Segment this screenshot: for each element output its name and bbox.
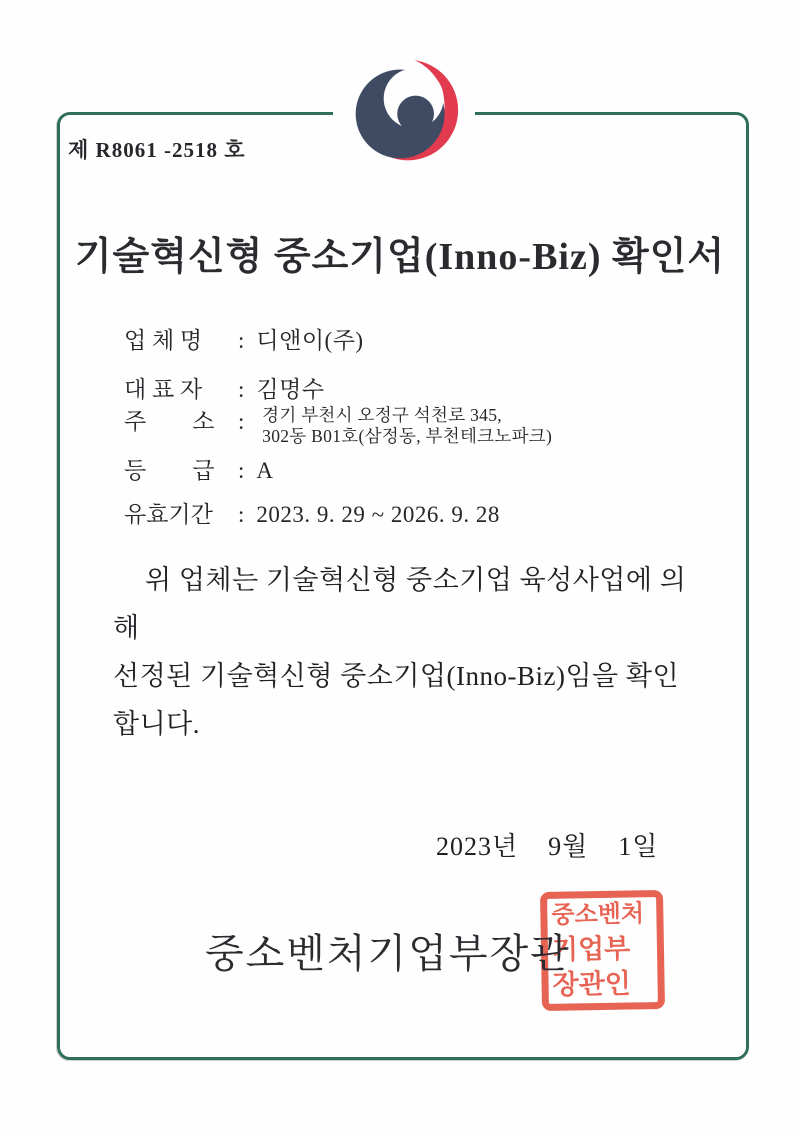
issue-date-day: 1일 [618, 832, 659, 861]
field-ceo [124, 371, 325, 404]
paragraph-line-2: 선정된 기술혁신형 중소기업(Inno-Biz)임을 확인 [113, 661, 680, 691]
korea-government-emblem [333, 52, 475, 170]
field-company-colon: : [238, 328, 245, 353]
field-validity [124, 496, 500, 529]
confirmation-paragraph [113, 556, 705, 748]
issue-date-year: 2023년 [436, 832, 519, 861]
field-validity-colon: : [238, 502, 245, 527]
paragraph-line-3: 합니다. [113, 709, 200, 739]
field-address-colon: : [238, 409, 245, 435]
field-company [124, 322, 364, 355]
taegeuk-emblem-icon [346, 54, 462, 170]
field-validity-value: 2023. 9. 29 ~ 2026. 9. 28 [256, 502, 500, 527]
field-address-label: 주 소 [124, 409, 215, 435]
field-grade-label: 등 급 [124, 458, 215, 483]
issue-date-month: 9월 [548, 832, 589, 861]
seal-row-3: 장관인 [552, 968, 632, 1000]
certificate-title: 기술혁신형 중소기업(Inno-Biz) 확인서 [74, 236, 726, 278]
field-company-label: 업 체 명 [124, 328, 203, 353]
seal-row-2: 기업부 [551, 933, 631, 965]
field-company-value: 디앤이(주) [256, 328, 364, 353]
field-ceo-colon: : [238, 377, 245, 402]
field-address-value [262, 405, 552, 447]
address-line-2: 302동 B01호(삼정동, 부천테크노파크) [262, 426, 553, 446]
seal-row-1: 중소벤처 [551, 901, 645, 929]
field-ceo-label: 대 표 자 [124, 377, 203, 402]
document-number: 제 R8061 -2518 호 [68, 138, 246, 162]
field-grade-value: A [256, 458, 274, 483]
address-line-1: 경기 부천시 오정구 석천로 345, [262, 405, 502, 425]
field-validity-label: 유효기간 [124, 502, 213, 527]
paragraph-line-1: 위 업체는 기술혁신형 중소기업 육성사업에 의해 [113, 565, 687, 643]
field-ceo-value: 김명수 [256, 377, 325, 402]
issuer-signature: 중소벤처기업부장관 [205, 931, 571, 976]
field-grade-colon: : [238, 458, 245, 483]
issue-date [436, 826, 658, 863]
field-grade [124, 452, 274, 485]
field-address [124, 405, 552, 447]
